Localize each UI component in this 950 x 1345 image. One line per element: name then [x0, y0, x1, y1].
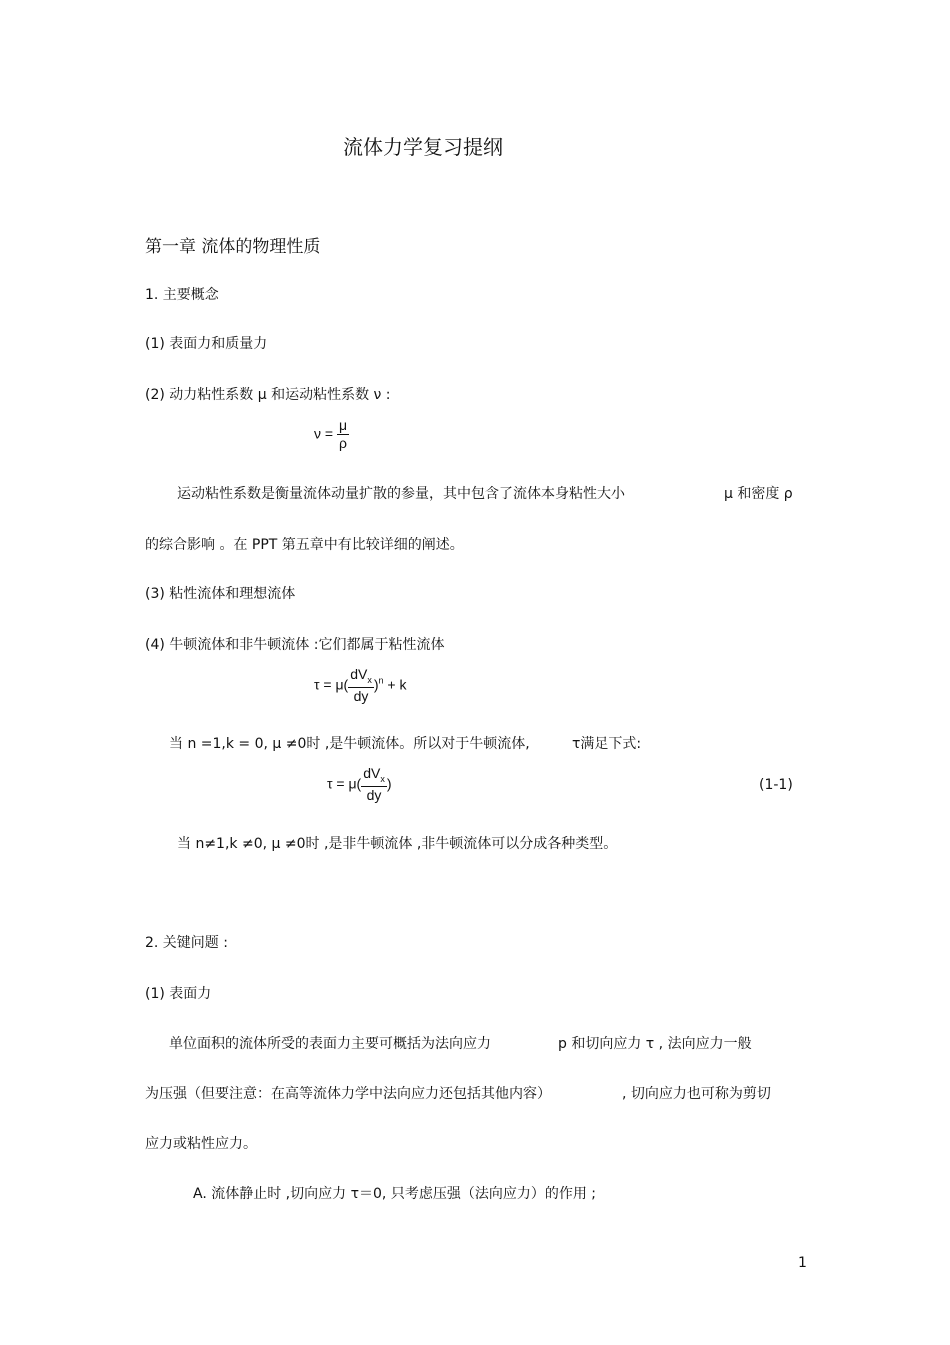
exponent: n [378, 675, 384, 686]
numerator-text: dV [363, 765, 381, 781]
document-title: 流体力学复习提纲 [343, 135, 503, 159]
item-viscosity-coefficients: (2) 动力粘性系数 μ 和运动粘性系数 ν : [145, 387, 391, 403]
fraction-denominator: dy [366, 786, 382, 803]
fraction [348, 667, 374, 704]
paragraph-stress-line2: 为压强（但要注意：在高等流体力学中法向应力还包括其他内容） [145, 1086, 551, 1102]
item-surface-force: (1) 表面力 [145, 986, 212, 1002]
section-heading-main-concepts: 1. 主要概念 [145, 287, 219, 303]
right-paren: ) [386, 775, 392, 792]
right-paren: ) [373, 676, 379, 693]
paragraph-newtonian-condition: 当 n =1,k = 0, μ ≠0时 ,是牛顿流体。所以对于牛顿流体, [169, 736, 530, 752]
item-viscous-and-ideal-fluid: (3) 粘性流体和理想流体 [145, 586, 296, 602]
fraction [361, 766, 387, 803]
page-number: 1 [798, 1255, 807, 1271]
item-newtonian-fluids: (4) 牛顿流体和非牛顿流体 :它们都属于粘性流体 [145, 637, 445, 653]
numerator-text: dV [350, 666, 368, 682]
fraction-denominator: ρ [339, 435, 347, 452]
fraction-numerator [361, 766, 387, 787]
fraction-numerator: μ [337, 418, 349, 435]
paragraph-stress-line1: 单位面积的流体所受的表面力主要可概括为法向应力 [169, 1036, 491, 1052]
section-heading-key-issues: 2. 关键问题 : [145, 935, 228, 951]
paragraph-kinematic-line1-symbols: μ 和密度 ρ [724, 486, 793, 502]
chapter-heading: 第一章 流体的物理性质 [145, 237, 321, 257]
item-surface-and-mass-force: (1) 表面力和质量力 [145, 336, 268, 352]
equation-lhs: τ = μ( [314, 676, 349, 693]
paragraph-non-newtonian: 当 n≠1,k ≠0, μ ≠0时 ,是非牛顿流体 ,非牛顿流体可以分成各种类型。 [177, 836, 618, 852]
equation-power-law [314, 667, 407, 704]
subscript: x [380, 773, 385, 784]
paragraph-stress-line2-end: , 切向应力也可称为剪切 [622, 1086, 771, 1102]
fraction-denominator: dy [353, 687, 369, 704]
equation-kinematic-viscosity [314, 418, 349, 452]
equation-newton [327, 766, 392, 803]
paragraph-stress-line3: 应力或粘性应力。 [145, 1136, 257, 1152]
fraction-numerator [348, 667, 374, 688]
equation-tail: + k [387, 676, 407, 693]
paragraph-kinematic-line1: 运动粘性系数是衡量流体动量扩散的参量，其中包含了流体本身粘性大小 [177, 486, 625, 502]
fraction [337, 418, 349, 452]
paragraph-newtonian-condition-end: τ满足下式: [572, 736, 642, 752]
equation-lhs: τ = μ( [327, 775, 362, 792]
equation-number: (1-1) [759, 777, 793, 793]
paragraph-stress-line1-end: p 和切向应力 τ , 法向应力一般 [558, 1036, 752, 1052]
subscript: x [367, 674, 372, 685]
equation-lhs: ν = [314, 425, 334, 442]
paragraph-kinematic-line2: 的综合影响 。在 PPT 第五章中有比较详细的阐述。 [145, 537, 464, 553]
paragraph-static-fluid: A. 流体静止时 ,切向应力 τ＝0, 只考虑压强（法向应力）的作用 ; [193, 1186, 596, 1202]
